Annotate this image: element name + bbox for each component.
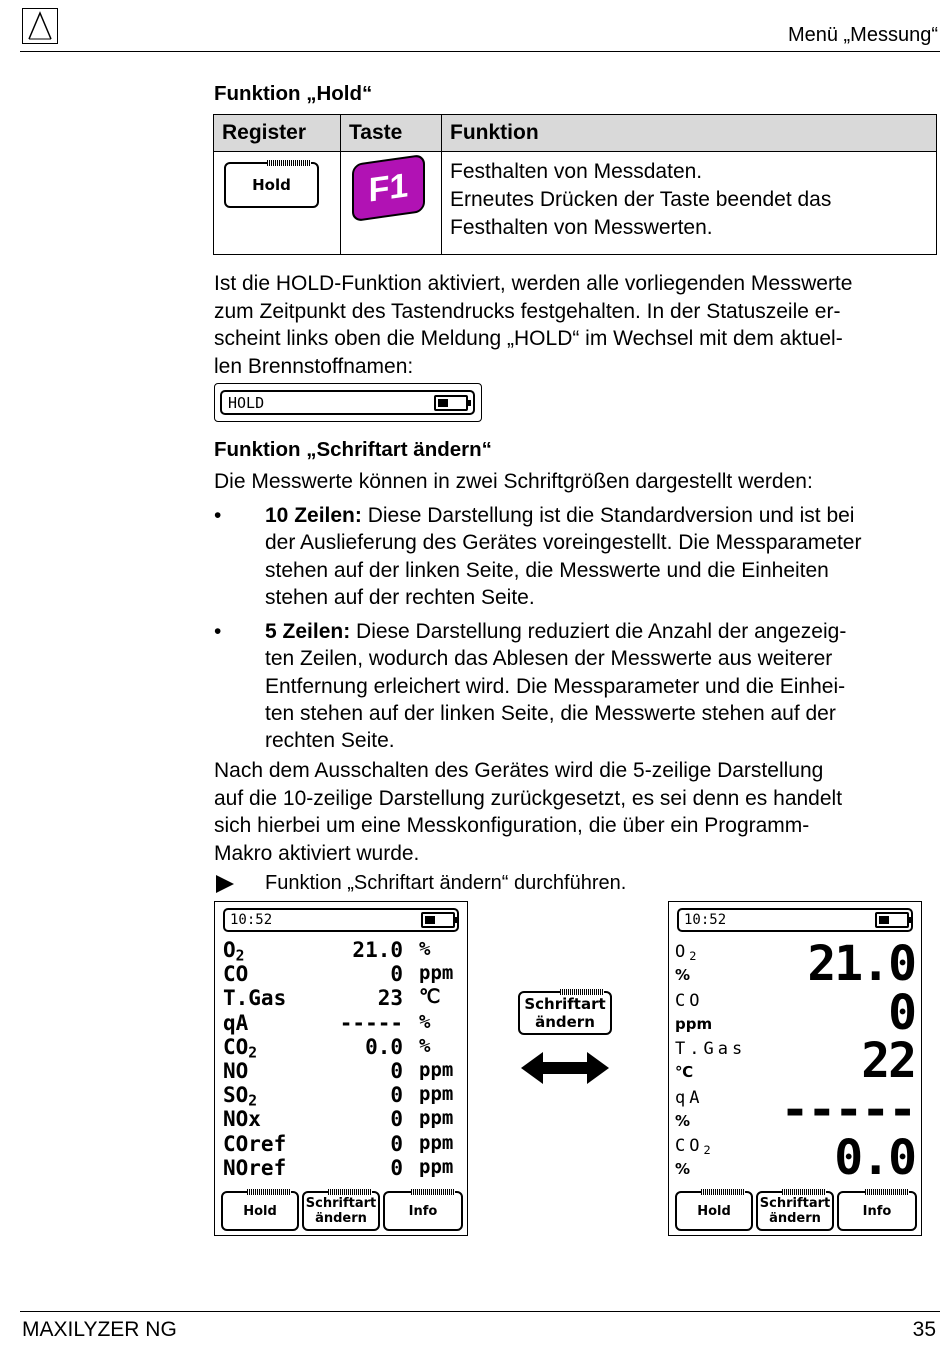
param-value: 23 [377,986,403,1011]
font-options-list [214,502,940,762]
table-row [675,1033,915,1089]
display-5-lines [668,901,922,1236]
hold-register-label: Hold [252,176,291,194]
bullet-text: stehen auf der rechten Seite. [265,585,535,609]
param-unit: ppm [419,1155,454,1178]
play-arrow-icon [214,873,236,901]
param-unit: % [675,966,691,984]
battery-icon [434,395,468,411]
footer-rule [20,1311,940,1312]
softkey-info-label: Info [862,1203,892,1219]
paragraph-line: len Brennstoffnamen: [214,354,414,378]
softkey-font-change[interactable] [302,1191,380,1231]
battery-icon [421,912,455,928]
param-unit: ppm [419,1107,454,1130]
param-name [675,1039,746,1059]
paragraph-line: Nach dem Ausschalten des Gerätes wird die 5-zeilige Darstellung [214,759,824,782]
table-row [223,1156,455,1180]
list-item [214,502,940,611]
param-unit: % [675,1111,691,1130]
param-name [223,1107,261,1131]
param-value: 0 [390,1131,403,1156]
softkey-info[interactable] [383,1191,463,1231]
param-value: 0.0 [365,1034,403,1059]
font-change-label-1: Schriftart [524,995,606,1013]
font-intro: Die Messwerte können in zwei Schriftgrößen dargestellt werden: [214,470,813,493]
param-label: O [223,938,236,962]
display-10-lines [214,901,468,1236]
table-row [675,936,915,992]
param-unit: ppm [675,1014,713,1033]
param-value: 0 [390,1083,403,1108]
bullet-bold-label: 10 Zeilen: [265,504,362,527]
hold-register-softkey [224,162,319,208]
param-subscript: 2 [248,1092,258,1110]
param-value: 0 [888,984,915,1041]
param-unit: % [675,1160,691,1178]
status-hold-text: HOLD [228,394,265,412]
param-name [223,986,286,1010]
bullet-text: Diese Darstellung ist die Standardversion und ist bei [361,504,855,527]
param-value: 22 [861,1033,915,1089]
param-value: ----- [339,1010,403,1035]
function-cell [442,152,937,255]
hold-statusbar-example [214,383,482,422]
param-label: T.Gas [223,986,287,1011]
bullet-text: der Auslieferung des Gerätes voreingestellt. Die Messparameter [265,531,862,555]
f1-key-label: F1 [368,165,409,210]
paragraph-line: Ist die HOLD-Funktion aktiviert, werden alle vorliegenden Messwerte [214,272,853,295]
table-header-key: Taste [341,115,442,152]
param-unit: ppm [419,1131,454,1154]
softkey-font-label-1: Schriftart [305,1196,377,1211]
header-section-title: Menü „Messung“ [787,24,938,46]
display5-softkeys [675,1191,917,1231]
param-unit: % [419,1034,431,1057]
table-row [223,962,455,986]
param-unit: ppm [419,962,454,985]
bullet-text: stehen auf der linken Seite, die Messwerte und die Einheiten [265,558,829,582]
display10-statusbar [223,908,459,932]
param-unit: ℃ [675,1063,694,1081]
param-value: 0 [390,1107,403,1132]
page-number: 35 [912,1318,936,1341]
list-item [214,618,940,754]
paragraph-line: auf die 10-zeilige Darstellung zurückgesetzt, es sei denn es handelt [214,786,843,810]
bullet-text: rechten Seite. [265,729,395,753]
param-label: NOx [223,1107,261,1132]
softkey-hold-label: Hold [697,1203,731,1219]
table-row [223,1034,455,1062]
param-label: COref [223,1131,287,1156]
param-label: CO [223,1034,249,1059]
softkey-font-label-2: ändern [315,1211,367,1226]
param-name [223,1035,257,1062]
param-subscript: 2 [235,947,245,965]
param-label: CO [675,1136,704,1156]
softkey-font-label-2: ändern [769,1211,821,1226]
param-name [675,1088,703,1108]
table-row [223,1083,455,1110]
param-name [675,942,700,963]
battery-icon [875,912,909,928]
param-value: 0.0 [834,1130,915,1186]
param-name [223,1059,248,1083]
bullet-text: ten Zeilen, wodurch das Ablesen der Messwerte aus weiterer [265,647,833,671]
table-row [223,986,455,1010]
bullet-text: Diese Darstellung reduziert die Anzahl der angezeig- [350,620,847,644]
param-value: 21.0 [352,938,403,962]
param-name [223,1132,286,1156]
param-unit: ppm [419,1083,454,1106]
double-arrow-icon [521,1050,609,1091]
param-name [675,991,703,1011]
display10-time: 10:52 [230,912,273,928]
param-label: SO [223,1083,249,1108]
reset-paragraph [214,757,944,867]
hold-paragraph [214,270,944,380]
param-label: O [675,942,690,962]
table-row [675,1130,915,1186]
table-row [223,1132,455,1156]
paragraph-line: sich hierbei um eine Messkonfiguration, die über ein Programm- [214,814,810,837]
param-unit: ℃ [419,986,441,1009]
paragraph-line: zum Zeitpunkt des Tastendrucks festgehalten. In der Statuszeile er- [214,299,841,323]
param-label: NOref [223,1155,287,1180]
param-value: ----- [780,1081,915,1138]
softkey-info[interactable] [837,1191,917,1231]
param-subscript: 2 [689,948,701,963]
hold-heading: Funktion „Hold“ [214,82,373,105]
softkey-font-label-1: Schriftart [759,1196,831,1211]
display5-time: 10:52 [684,912,727,928]
softkey-hold[interactable] [221,1191,299,1231]
bullet-text: ten stehen auf der linken Seite, die Messwerte stehen auf der [265,702,836,726]
softkey-tab-icon [267,160,311,166]
statusbar-inner [220,390,475,415]
param-value: 0 [390,1155,403,1180]
footer-product: MAXILYZER NG [22,1318,177,1341]
font-change-button [518,991,612,1035]
param-value: 21.0 [807,936,915,992]
param-label: qA [223,1010,249,1035]
paragraph-line: Makro aktiviert wurde. [214,841,420,865]
table-row [223,1107,455,1131]
param-name [223,1156,286,1180]
manufacturer-logo [22,8,58,44]
bullet-text: Entfernung erleichert wird. Die Messparameter und die Einhei- [265,674,846,698]
param-name [223,1083,257,1110]
header-rule [20,51,940,52]
softkey-tab-icon [560,989,604,995]
param-value: 0 [390,962,403,987]
param-name [223,1011,248,1035]
function-line: Erneutes Drücken der Taste beendet das [450,188,832,211]
table-row [675,984,915,1041]
param-unit: % [419,1010,431,1033]
param-unit: ppm [419,1059,454,1081]
font-change-label-2: ändern [535,1013,595,1031]
action-text: Funktion „Schriftart ändern“ durchführen. [265,872,627,894]
f1-key-icon [352,154,425,222]
param-unit: % [419,938,431,960]
hold-table [213,114,937,255]
softkey-info-label: Info [408,1203,438,1219]
param-name [223,962,248,986]
function-line: Festhalten von Messwerten. [450,216,713,239]
param-name [223,938,245,965]
param-name [675,1136,715,1157]
table-row [223,1011,455,1035]
param-label: CO [223,962,249,987]
table-row [223,1059,455,1083]
param-subscript: 2 [248,1044,258,1062]
table-header-register: Register [214,115,341,152]
table-header-function: Funktion [442,115,937,152]
table-row [675,1081,915,1138]
softkey-hold-label: Hold [243,1203,277,1219]
font-heading: Funktion „Schriftart ändern“ [214,438,492,461]
param-label: qA [675,1087,704,1108]
function-line: Festhalten von Messdaten. [450,160,703,183]
param-label: NO [223,1059,249,1083]
paragraph-line: scheint links oben die Meldung „HOLD“ im Wechsel mit dem aktuel- [214,327,843,350]
param-label: CO [675,990,704,1011]
table-row [223,938,455,965]
bullet-bold-label: 5 Zeilen: [265,620,351,644]
param-value: 0 [390,1059,403,1083]
display5-statusbar [677,908,913,932]
softkey-hold[interactable] [675,1191,753,1231]
param-label: T.Gas [675,1039,747,1059]
display10-softkeys [221,1191,463,1231]
softkey-font-change[interactable] [756,1191,834,1231]
param-subscript: 2 [703,1142,715,1157]
